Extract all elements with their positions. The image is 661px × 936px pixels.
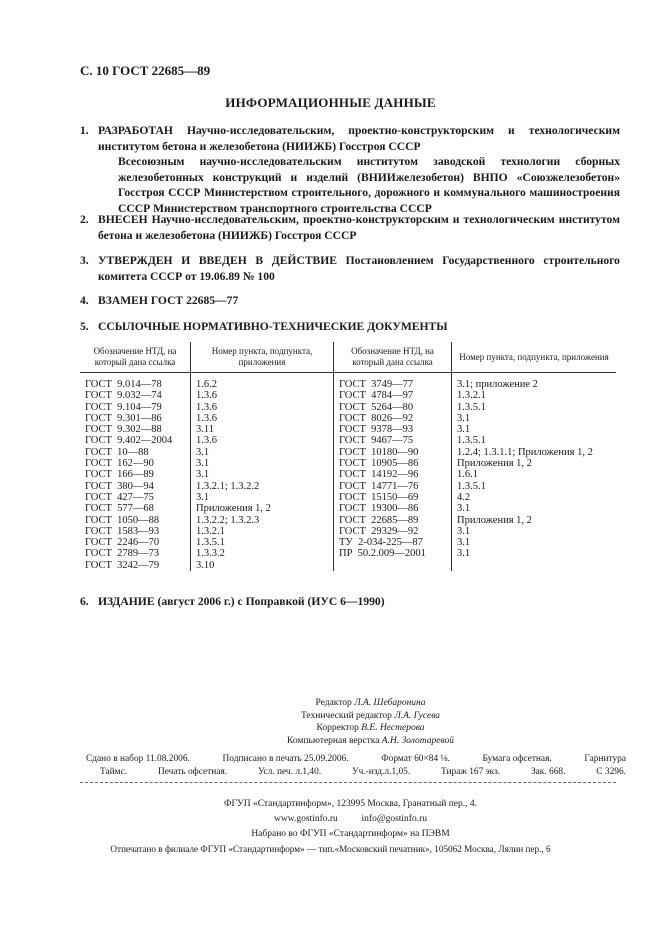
- tech-editor-label: Технический редактор: [300, 710, 392, 721]
- imprint-item: Печать офсетная.: [157, 767, 228, 777]
- table-cell-doc: ГОСТ 8026—92: [339, 412, 414, 424]
- table-cell-item: 1.6.1: [457, 469, 478, 481]
- tech-editor-line: [0, 710, 661, 723]
- section-number: 4.: [80, 294, 89, 307]
- imprint-item: Зак. 668.: [530, 767, 566, 777]
- table-cell-doc: ГОСТ 9378—93: [339, 424, 414, 436]
- corrector-label: Корректор: [316, 723, 359, 733]
- imprint-item: Уч.-изд.л.1,05.: [351, 767, 411, 777]
- section-1: [80, 123, 620, 216]
- table-cell-doc: ГОСТ 3242—79: [85, 559, 160, 571]
- table-cell-item: 3.1: [457, 503, 471, 515]
- table-cell-doc: ГОСТ 577—68: [85, 503, 154, 515]
- table-cell-item: 1.3.5.1: [457, 435, 486, 447]
- references-table: [80, 342, 616, 571]
- table-cell-item: 1.3.3.2: [196, 548, 225, 560]
- imprint-item: Таймс.: [100, 767, 128, 777]
- table-cell-doc: ГОСТ 10—88: [85, 446, 149, 458]
- printed-note: Отпечатано в филиале ФГУП «Стандартинформ» — тип.«Московский печатник», 105062 Москва, Лялин пер., 6: [110, 844, 551, 854]
- corrector-name: В.Е. Нестерова: [361, 723, 425, 733]
- table-cell-item: 1.3.6: [196, 435, 217, 447]
- layout-line: [0, 735, 661, 748]
- table-cell-doc: ГОСТ 15150—69: [339, 491, 419, 503]
- section-number: 2.: [80, 213, 89, 226]
- table-cell-doc: ГОСТ 9.302—88: [85, 424, 162, 436]
- left-items-column: [191, 373, 334, 572]
- document-title: ИНФОРМАЦИОННЫЕ ДАННЫЕ: [225, 95, 436, 110]
- table-cell-item: 1.3.6: [196, 390, 217, 402]
- table-cell-doc: ПР 50.2.009—2001: [339, 548, 426, 560]
- table-cell-doc: ГОСТ 22685—89: [339, 514, 419, 526]
- right-docs-column: [334, 373, 452, 572]
- table-cell-item: 1.3.2.1; 1.3.2.2: [196, 480, 260, 492]
- column-header: Обозначение НТД, на который дана ссылка: [334, 342, 452, 373]
- table-cell-doc: ГОСТ 9.301—86: [85, 412, 162, 424]
- table-cell-doc: ГОСТ 2789—73: [85, 548, 160, 560]
- table-cell-doc: ГОСТ 5264—80: [339, 401, 414, 413]
- table-cell-item: 1.3.2.2; 1.3.2.3: [196, 514, 260, 526]
- left-docs-column: [80, 373, 191, 572]
- section-lead: РАЗРАБОТАН: [98, 124, 173, 137]
- section-number: 5.: [80, 320, 89, 333]
- table-cell-item: 1.3.5.1: [196, 537, 225, 549]
- imprint-item: Гарнитура: [584, 754, 626, 764]
- section-2: [80, 212, 620, 243]
- table-cell-doc: ГОСТ 29329—92: [339, 525, 419, 537]
- section-number: 3.: [80, 254, 89, 267]
- table-cell-item: 3.1: [457, 412, 471, 424]
- page-header: С. 10 ГОСТ 22685—89: [80, 63, 211, 78]
- table-cell-item: 3.1; приложение 2: [457, 379, 538, 390]
- publisher-address: ФГУП «Стандартинформ», 123995 Москва, Гранатный пер., 4.: [223, 799, 478, 809]
- section-lead: ВЗАМЕН ГОСТ 22685—77: [98, 294, 239, 307]
- table-cell-item: Приложения 1, 2: [457, 514, 532, 526]
- typeset-note: Набрано во ФГУП «Стандартинформ» на ПЭВМ: [251, 829, 450, 839]
- section-6: [80, 594, 620, 610]
- section-text: Научно-исследовательским, проектно-конструкторским и технологическим институтом бетона и железобетона (НИИЖБ) Госстроя СССР: [98, 213, 620, 242]
- column-header: Номер пункта, подпункта, приложения: [452, 342, 617, 373]
- table-cell-item: Приложения 1, 2: [457, 458, 532, 470]
- table-cell-item: 3.1: [457, 548, 471, 560]
- table-cell-doc: ГОСТ 1050—88: [85, 514, 160, 526]
- section-number: 1.: [80, 124, 89, 137]
- editor-line: [0, 697, 661, 710]
- table-cell-item: 1.3.6: [196, 412, 217, 424]
- table-cell-doc: ГОСТ 14192—96: [339, 469, 419, 481]
- table-cell-item: 1.3.2.1: [196, 525, 225, 537]
- divider: [80, 782, 616, 783]
- table-cell-doc: ГОСТ 19300—86: [339, 503, 419, 515]
- table-cell-item: 3.1: [457, 424, 471, 436]
- table-cell-doc: ГОСТ 9467—75: [339, 435, 414, 447]
- imprint-item: Бумага офсетная.: [482, 754, 552, 764]
- table-cell-doc: ГОСТ 9.014—78: [85, 379, 162, 390]
- section-5: [80, 319, 620, 335]
- table-cell-item: 1.3.5.1: [457, 401, 486, 413]
- table-cell-item: 3.1: [457, 537, 471, 549]
- section-lead: ССЫЛОЧНЫЕ НОРМАТИВНО-ТЕХНИЧЕСКИЕ ДОКУМЕНТЫ: [98, 320, 448, 333]
- publisher-web: www.gostinfo.ru info@gostinfo.ru: [274, 814, 427, 824]
- imprint-item: Подписано в печать 25.09.2006.: [222, 754, 349, 764]
- section-4: [80, 293, 620, 309]
- table-cell-doc: ГОСТ 3749—77: [339, 379, 414, 390]
- table-cell-item: 3.11: [196, 424, 214, 436]
- table-cell-doc: ГОСТ 9.032—74: [85, 390, 162, 402]
- section-lead: ИЗДАНИЕ: [98, 595, 155, 608]
- corrector-line: [0, 722, 661, 735]
- publisher-block: [0, 797, 661, 857]
- editor-name: Л.А. Шебаронина: [354, 698, 426, 708]
- table-cell-doc: ГОСТ 162—90: [85, 458, 154, 470]
- table-cell-item: 1.3.2.1: [457, 390, 486, 402]
- table-body-row: [80, 373, 616, 572]
- table-cell-item: 1.3.6: [196, 401, 217, 413]
- table-cell-item: 3.1: [196, 469, 210, 481]
- table-cell-item: 3.10: [196, 559, 215, 571]
- imprint-line-2: [100, 766, 626, 779]
- section-text: (август 2006 г.) с Поправкой (ИУС 6—1990): [154, 595, 385, 608]
- editor-label: Редактор: [315, 698, 352, 708]
- table-cell-doc: ГОСТ 380—94: [85, 480, 154, 492]
- table-cell-item: 3.1: [196, 458, 210, 470]
- imprint-item: С 3296.: [596, 767, 626, 777]
- imprint-item: Усл. печ. л.1,40.: [257, 767, 322, 777]
- section-text: Научно-исследовательским, проектно-конструкторским и технологическим институтом бетона и железобетона (НИИЖБ) Госстроя СССР: [98, 124, 620, 153]
- table-cell-item: 1.6.2: [196, 379, 217, 390]
- tech-editor-name: Л.А. Гусева: [394, 710, 441, 721]
- table-cell-item: Приложения 1, 2: [196, 503, 271, 515]
- section-lead: ВНЕСЕН: [98, 213, 148, 226]
- table-cell-item: 3.1: [196, 491, 210, 503]
- imprint-line-1: [86, 753, 626, 766]
- table-cell-doc: ГОСТ 166—89: [85, 469, 154, 481]
- section-subtext: Всесоюзным научно-исследовательским институтом заводской технологии сборных железобетонных конструкций и изделий (ВНИИжелезобетон) ВНПО «Союзжелезобетон» Госстроя СССР Министерством строительного, дорожного и коммунального машиностроения СССР Министерством транспортного строительства СССР: [118, 155, 620, 215]
- table-cell-doc: ГОСТ 2246—70: [85, 537, 160, 549]
- table-cell-item: 1.3.5.1: [457, 480, 486, 492]
- table-cell-doc: ГОСТ 9.402—2004: [85, 435, 173, 447]
- table-cell-item: 3.1: [196, 446, 210, 458]
- table-cell-doc: ГОСТ 10180—90: [339, 446, 419, 458]
- table-cell-doc: ГОСТ 4784—97: [339, 390, 414, 402]
- section-number: 6.: [80, 595, 89, 608]
- table-cell-item: 4.2: [457, 491, 471, 503]
- table-cell-item: 3.1: [457, 525, 471, 537]
- table-cell-item: 1.2.4; 1.3.1.1; Приложения 1, 2: [457, 446, 593, 458]
- table-cell-doc: ГОСТ 427—75: [85, 491, 154, 503]
- table-cell-doc: ГОСТ 10905—86: [339, 458, 419, 470]
- table-header-row: [80, 342, 616, 373]
- section-lead: УТВЕРЖДЕН И ВВЕДЕН В ДЕЙСТВИЕ: [98, 254, 338, 267]
- layout-name: А.Н. Золотаревой: [381, 735, 455, 746]
- table-cell-doc: ТУ 2-034-225—87: [339, 537, 423, 549]
- credits-block: [0, 697, 661, 747]
- imprint-item: Тираж 167 экз.: [441, 767, 501, 777]
- column-header: Номер пункта, подпункта, приложения: [191, 342, 334, 373]
- section-text: Постановлением Государственного строительного комитета СССР от 19.06.89 № 100: [98, 254, 620, 283]
- right-items-column: [452, 373, 617, 572]
- imprint-item: Формат 60×84 ⅛.: [381, 754, 450, 764]
- table-cell-doc: ГОСТ 14771—76: [339, 480, 419, 492]
- table-cell-doc: ГОСТ 9.104—79: [85, 401, 162, 413]
- column-header: Обозначение НТД, на который дана ссылка: [80, 342, 191, 373]
- table-cell-doc: ГОСТ 1583—93: [85, 525, 160, 537]
- imprint-item: Сдано в набор 11.08.2006.: [86, 754, 190, 764]
- section-3: [80, 253, 620, 284]
- layout-label: Компьютерная верстка: [286, 735, 380, 746]
